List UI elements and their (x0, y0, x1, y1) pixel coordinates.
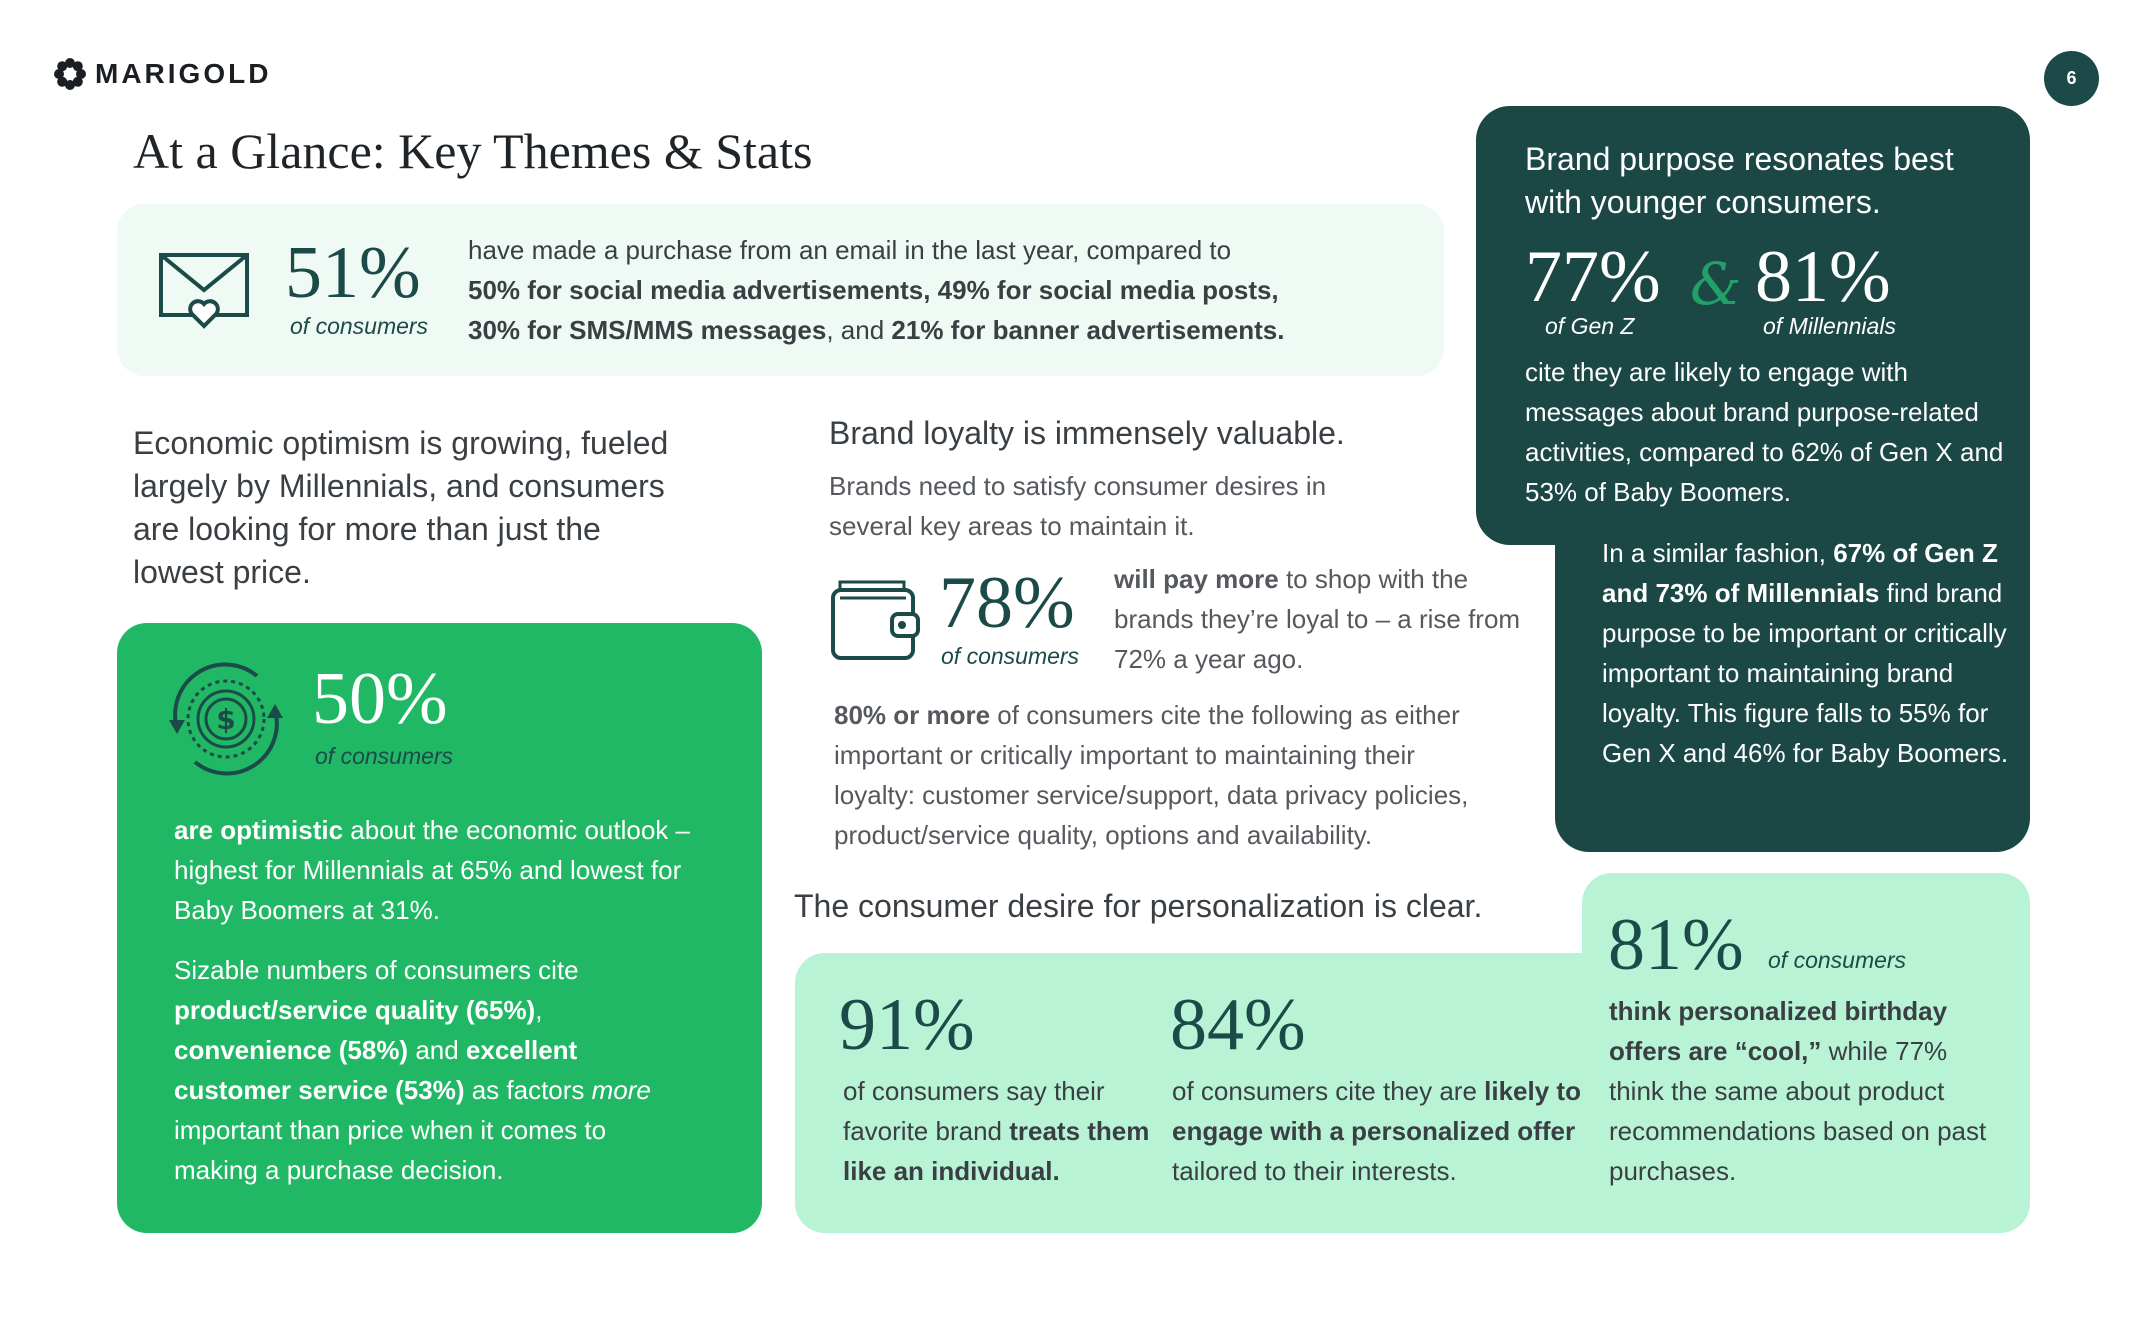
birthday-stat-value: 81% (1608, 904, 1744, 986)
email-stat-value: 51% (285, 232, 421, 314)
envelope-heart-icon (158, 250, 250, 330)
offer-stat-text (1172, 1071, 1592, 1191)
pay-more-text: to shop with the brands they’re loyal to – a rise from 72% a year ago. (1114, 564, 1521, 674)
gen-z-millennials-emphasis: 67% of Gen Z and 73% of Millennials (1602, 538, 1998, 608)
millennials-stat-caption: of Millennials (1763, 313, 1896, 339)
loyalty-stat-text (1114, 559, 1524, 679)
factors-mid: as factors (464, 1075, 592, 1105)
economic-heading: Economic optimism is growing, fueled largely by Millennials, and consumers are looking for more than just the lowest price. (133, 425, 669, 590)
loyalty-intro: Brands need to satisfy consumer desires in several key areas to maintain it. (829, 471, 1327, 541)
individual-stat-value: 91% (839, 984, 975, 1066)
individual-stat-emphasis: treats them like an individual. (843, 1116, 1150, 1186)
individual-stat-text (843, 1071, 1153, 1191)
email-stat-conj: , and (826, 315, 892, 345)
birthday-stat-text (1609, 991, 2009, 1191)
factor-service: excellent customer service (53%) (174, 1035, 578, 1105)
economic-stat-caption: of consumers (315, 743, 454, 769)
similar-fashion-intro: In a similar fashion, (1602, 538, 1834, 568)
offer-stat-intro: of consumers cite they are (1172, 1076, 1485, 1106)
ampersand: & (1690, 250, 1742, 318)
email-stat-caption: of consumers (290, 313, 429, 339)
factor-quality: product/service quality (65%) (174, 995, 536, 1025)
loyalty-stat-value: 78% (939, 562, 1075, 644)
optimistic-text: about the economic outlook – highest for Millennials at 65% and lowest for Baby Boomers at 31%. (174, 815, 690, 925)
optimistic-emphasis: are optimistic (174, 815, 344, 845)
birthday-stat-rest: while 77% think the same about product recommendations based on past purchases. (1609, 1036, 1987, 1186)
offer-stat-emphasis: likely to engage with a personalized offer (1172, 1076, 1581, 1146)
brand-logo (53, 57, 271, 91)
svg-text:$: $ (216, 703, 236, 736)
brand-purpose-heading: Brand purpose resonates best with younger consumers. (1525, 141, 1954, 220)
personalization-heading: The consumer desire for personalization is clear. (794, 888, 1483, 924)
wallet-icon (830, 578, 920, 662)
gen-z-stat-caption: of Gen Z (1545, 313, 1635, 339)
brand-purpose-paragraph-1: cite they are likely to engage with messages about brand purpose-related activities, compared to 62% of Gen X and 53% of Baby Boomers. (1525, 357, 2004, 507)
eighty-percent-emphasis: 80% or more (834, 700, 991, 730)
offer-stat-rest: tailored to their interests. (1172, 1156, 1457, 1186)
marigold-flower-icon (53, 57, 87, 91)
factors-intro: Sizable numbers of consumers cite (174, 955, 579, 985)
pay-more-emphasis: will pay more (1114, 564, 1279, 594)
factors-emphasis: more (591, 1075, 651, 1105)
dollar-cycle-icon (163, 662, 289, 776)
email-stat-banner: 21% for banner advertisements. (891, 315, 1285, 345)
loyalty-paragraph (834, 695, 1494, 855)
offer-stat-value: 84% (1170, 984, 1306, 1066)
economic-paragraph-2 (174, 950, 694, 1190)
brand-purpose-loyalty-text: find brand purpose to be important or critically important to maintaining brand loyalty. This figure falls to 55% for Gen X and 46% for Baby Boomers. (1602, 578, 2009, 768)
page-title: At a Glance: Key Themes & Stats (133, 123, 813, 179)
brand-purpose-paragraph-2 (1602, 533, 2012, 773)
individual-stat-intro: of consumers say their favorite brand (843, 1076, 1105, 1146)
factor-sep-2: and (408, 1035, 466, 1065)
factor-sep-1: , (535, 995, 543, 1025)
birthday-stat-caption: of consumers (1768, 947, 1907, 973)
loyalty-heading: Brand loyalty is immensely valuable. (829, 415, 1345, 451)
gen-z-stat-value: 77% (1525, 236, 1661, 318)
economic-paragraph-1 (174, 810, 694, 930)
logo-text: MARIGOLD (95, 58, 272, 89)
email-stat-line1: have made a purchase from an email in the last year, compared to (468, 235, 1232, 265)
millennials-stat-value: 81% (1755, 236, 1891, 318)
birthday-stat-emphasis: think personalized birthday offers are “cool,” (1609, 996, 1948, 1066)
factors-end: important than price when it comes to making a purchase decision. (174, 1115, 607, 1185)
factor-convenience: convenience (58%) (174, 1035, 409, 1065)
page-number: 6 (2044, 51, 2099, 106)
economic-stat-value: 50% (312, 658, 448, 740)
loyalty-stat-caption: of consumers (941, 643, 1080, 669)
email-stat-sms: 30% for SMS/MMS messages (468, 315, 827, 345)
email-stat-text (468, 230, 1408, 350)
loyalty-factors-text: of consumers cite the following as either important or critically important to maintaining their loyalty: customer service/support, data privacy policies, product/service quality, options and availability. (834, 700, 1469, 850)
email-stat-line2: 50% for social media advertisements, 49% for social media posts, (468, 275, 1279, 305)
